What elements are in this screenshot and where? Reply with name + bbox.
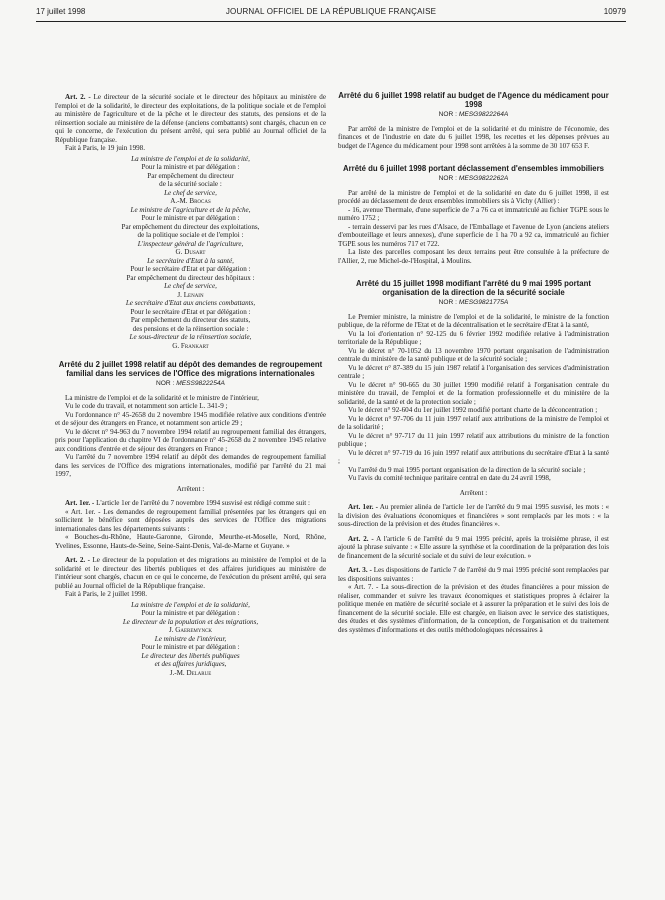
nor-code: MESS9822254A xyxy=(176,380,225,387)
decree-title-budget: Arrêté du 6 juillet 1998 relatif au budget de l'Agence du médicament pour 1998 xyxy=(338,91,609,109)
signatory-name: J.-M. Delarue xyxy=(169,668,212,677)
signature-line: et des affaires juridiques, xyxy=(154,660,227,668)
paragraph xyxy=(55,556,326,590)
signature-line: des pensions et de la réinsertion sociale : xyxy=(132,324,249,333)
paragraph: Par arrêté de la ministre de l'emploi et de la solidarité en date du 6 juillet 1998, il est procédé au déclassement de deux ensembles immobiliers sis à Vichy (Allier) : xyxy=(338,188,609,205)
paragraph: La liste des parcelles composant les deux terrains peut être consultée à la préfecture de l'Allier, 2, rue Michel-de-l'Hospital, à Moulins. xyxy=(338,248,609,265)
nor-label: NOR : xyxy=(438,175,457,182)
signature-line: Le chef de service, xyxy=(164,188,217,197)
paragraph-text: Le Premier ministre, la ministre de l'emploi et de la solidarité, le ministre de la fonction publique, de la réforme de l'Etat et de la décentralisation et le secrétaire d'Etat à la santé, xyxy=(338,312,609,329)
signature-line: Le secrétaire d'Etat à la santé, xyxy=(147,256,234,265)
paragraph xyxy=(338,330,609,347)
paragraph xyxy=(338,381,609,407)
left-column xyxy=(55,87,326,867)
paragraph-text: Vu l'arrêté du 7 novembre 1994 relatif au dépôt des demandes de regroupement familial dans les services de l'Office des migrations internationales, modifié par l'arrêté du 21 mai 1997, xyxy=(55,453,326,478)
signature-line: de la sécurité sociale : xyxy=(159,180,222,188)
signature-line: La ministre de l'emploi et de la solidarité, xyxy=(131,154,250,163)
signature-line: Pour la ministre et par délégation : xyxy=(141,163,240,171)
paragraph-text: Au premier alinéa de l'article 1er de l'arrêté du 9 mai 1995 susvisé, les mots : « la division des évaluations économiques et financières » sont remplacés par les mots : « la sous-direction de la prévision et des études financières ». xyxy=(338,503,609,528)
signature-line: Par empêchement du directeur xyxy=(147,171,234,180)
header-rule xyxy=(36,21,626,22)
paragraph xyxy=(55,144,326,153)
paragraph xyxy=(55,453,326,479)
paragraph xyxy=(55,402,326,411)
signature-line: Pour le secrétaire d'Etat et par délégation : xyxy=(130,265,251,273)
nor-code: MESG9821775A xyxy=(458,299,509,306)
paragraph xyxy=(55,394,326,403)
signature-line: de la politique sociale et de l'emploi : xyxy=(137,231,244,239)
nor-code: MESG9822262A xyxy=(458,175,509,182)
paragraph xyxy=(338,466,609,475)
article-number: Art. 2. - xyxy=(65,93,91,101)
header-journal-title: JOURNAL OFFICIEL DE LA RÉPUBLIQUE FRANÇAISE xyxy=(225,7,437,16)
signature-line: Pour le ministre et par délégation : xyxy=(141,643,240,651)
decree-nor-declassement xyxy=(338,175,609,184)
paragraph-text: Vu le décret n° 87-389 du 15 juin 1987 relatif à l'organisation des services d'administration centrale ; xyxy=(338,363,609,380)
decree-title-2-juillet: Arrêté du 2 juillet 1998 relatif au dépôt des demandes de regroupement familial dans les services de l'Office des migrations internationales xyxy=(58,360,323,378)
paragraph xyxy=(55,93,326,144)
article-number: Art. 2. - xyxy=(348,534,374,543)
signature-line: La ministre de l'emploi et de la solidarité, xyxy=(131,600,250,609)
signature-line: Par empêchement du directeur des hôpitaux : xyxy=(126,273,255,282)
paragraph-text: Le directeur de la sécurité sociale et le directeur des hôpitaux au ministère de l'emploi et de la solidarité, le directeur des exploitations, de la politique sociale et de l'emploi au ministère de l'agriculture et de la pêche et le directeur des statuts, des pensions et de la réinsertion sociale au ministère de la défense (anciens combattants) sont chargés, chacun en ce qui le concerne, de l'exécution du présent arrêté, qui sera publié au Journal officiel de la République française. xyxy=(55,93,326,144)
signatory-name: G. Frankart xyxy=(172,341,209,350)
article-number: Art. 3. - xyxy=(348,566,372,574)
paragraph-text: Fait à Paris, le 19 juin 1998. xyxy=(65,144,145,152)
paragraph xyxy=(55,485,326,494)
paragraph-text: Arrêtent : xyxy=(176,484,205,493)
paragraph-text: Les dispositions de l'article 7 de l'arrêté du 9 mai 1995 précité sont remplacées par les dispositions suivantes : xyxy=(338,566,609,583)
paragraph-text: Vu le décret n° 70-1052 du 13 novembre 1970 portant organisation de l'administration centrale du ministère de la santé publique et de la sécurité sociale ; xyxy=(338,346,609,363)
header-date: 17 juillet 1998 xyxy=(36,7,86,16)
signature-line: Le ministre de l'agriculture et de la pêche, xyxy=(130,205,251,214)
paragraph xyxy=(338,406,609,415)
paragraph-text: Vu le décret n° 92-604 du 1er juillet 1992 modifié portant charte de la déconcentration ; xyxy=(348,406,598,414)
signature-line: Pour la ministre et par délégation : xyxy=(141,609,240,617)
paragraph xyxy=(55,590,326,599)
paragraph-text: Le directeur de la population et des migrations au ministère de l'emploi et de la solidarité et le directeur des libertés publiques et des affaires juridiques au ministère de l'intérieur sont chargés, chacun en ce qui le concerne, de l'exécution du présent arrêté, qui sera publié au Journal officiel de la République française. xyxy=(55,556,326,590)
signature-line: Le secrétaire d'Etat aux anciens combattants, xyxy=(125,299,256,307)
paragraph xyxy=(338,432,609,449)
right-column xyxy=(338,87,609,895)
signature-line: Le directeur de la population et des migrations, xyxy=(122,617,259,626)
paragraph xyxy=(338,583,609,634)
paragraph-text: La ministre de l'emploi et de la solidarité et le ministre de l'intérieur, xyxy=(65,393,259,402)
paragraph xyxy=(55,499,326,508)
paragraph-text: Vu le décret n° 97-717 du 11 juin 1997 relatif aux attributions du ministre de la fonction publique ; xyxy=(338,431,609,448)
paragraph xyxy=(338,313,609,330)
decree-nor-budget xyxy=(338,111,609,120)
signatory-name: A.-M. Brocas xyxy=(170,197,211,205)
paragraph-text: Vu la loi d'orientation n° 92-125 du 6 février 1992 modifiée relative à l'administration territoriale de la République ; xyxy=(338,329,609,346)
nor-label: NOR : xyxy=(438,111,457,118)
paragraph xyxy=(55,411,326,428)
signatory-name: G. Dusart xyxy=(175,248,206,256)
paragraph-text: L'article 1er de l'arrêté du 7 novembre 1994 susvisé est rédigé comme suit : xyxy=(94,499,310,507)
decree-nor-securite-sociale xyxy=(338,299,609,308)
paragraph xyxy=(55,533,326,550)
signatory-name: J. Lenain xyxy=(177,290,204,299)
nor-label: NOR : xyxy=(438,299,457,306)
decree-title-declassement: Arrêté du 6 juillet 1998 portant déclassement d'ensembles immobiliers xyxy=(343,164,604,173)
signature-line: Par empêchement du directeur des statuts, xyxy=(130,316,251,324)
signature-line: Le ministre de l'intérieur, xyxy=(154,634,227,643)
paragraph xyxy=(338,364,609,381)
paragraph-text: Vu le décret n° 97-719 du 16 juin 1997 relatif aux attributions du secrétaire d'Etat à la santé ; xyxy=(338,448,609,465)
paragraph xyxy=(338,535,609,561)
paragraph-text: Vu l'avis du comité technique paritaire central en date du 24 avril 1998, xyxy=(348,474,551,482)
signature-line: L'inspecteur général de l'agriculture, xyxy=(137,239,244,248)
nor-label: NOR : xyxy=(156,380,175,387)
article-number: Art. 2. - xyxy=(65,556,90,564)
nor-code: MESG9822264A xyxy=(458,111,509,118)
header-page-number: 10979 xyxy=(603,7,626,16)
article-number: Art. 1er. - xyxy=(65,499,95,507)
paragraph: - 16, avenue Thermale, d'une superficie de 7 a 76 ca et immatriculé au fichier TGPE sous le numéro 1752 ; xyxy=(338,205,609,222)
signature-line: Pour le secrétaire d'Etat et par délégation : xyxy=(130,307,251,316)
page-header xyxy=(36,5,626,19)
paragraph-text: « Art. 1er. - Les demandes de regroupement familial présentées par les étrangers qui en sollicitent le bénéfice sont déposées auprès des services de l'Office des migrations internationales dans les départements suivants : xyxy=(55,507,326,533)
paragraph xyxy=(55,428,326,454)
paragraph xyxy=(55,508,326,534)
signature-line: Pour le ministre et par délégation : xyxy=(141,214,240,222)
decree-nor-2-juillet xyxy=(55,380,326,389)
decree-title-securite-sociale: Arrêté du 15 juillet 1998 modifiant l'arrêté du 9 mai 1995 portant organisation de la direction de la sécurité sociale xyxy=(356,279,591,297)
paragraph-text: Vu le décret n° 97-706 du 11 juin 1997 relatif aux attributions de la ministre de l'emploi et de la solidarité ; xyxy=(338,414,609,431)
paragraph xyxy=(338,489,609,498)
paragraph xyxy=(338,347,609,364)
paragraph-text: « Bouches-du-Rhône, Haute-Garonne, Gironde, Meurthe-et-Moselle, Nord, Rhône, Yvelines, Essonne, Hauts-de-Seine, Seine-Saint-Denis, Val-de-Marne et Guyane. » xyxy=(55,533,326,550)
paragraph xyxy=(338,503,609,529)
signature-line: Par empêchement du directeur des exploitations, xyxy=(121,222,260,231)
paragraph xyxy=(338,566,609,583)
paragraph-text: Vu le décret n° 90-665 du 30 juillet 1990 modifié relatif à l'organisation centrale du ministère du travail, de l'emploi et de la formation professionnelle et du ministère de la solidarité, de la santé et de la protection sociale ; xyxy=(338,380,609,406)
paragraph-text: Vu le décret n° 94-963 du 7 novembre 1994 relatif au regroupement familial des étrangers, pris pour l'application du chapitre VI de l'ordonnance n° 45-2658 du 2 novembre 1945 relative aux conditions d'entrée et de séjour des étrangers en France ; xyxy=(55,427,326,453)
paragraph: Par arrêté de la ministre de l'emploi et de la solidarité et du ministre de l'économie, des finances et de l'industrie en date du 6 juillet 1998, les recettes et les dépenses prévues au budget de l'Agence du médicament pour 1998 sont arrêtées à la somme de 30 107 653 F. xyxy=(338,124,609,150)
paragraph-text: Arrêtent : xyxy=(459,488,488,497)
paragraph-text: « Art. 7. - La sous-direction de la prévision et des études financières a pour mission de réaliser, commander et suivre les travaux économiques et statistiques propres à éclairer la politique menée en matière de sécurité sociale et à assurer la préparation et le suivi des lois de financement de la sécurité sociale. Elle est chargée, en liaison avec le service des statistiques, des études et des systèmes d'information, de la conception, de l'organisation et du traitement des systèmes d'informations et des outils méthodologiques nécessaires à xyxy=(338,583,609,634)
signature-line: Le sous-directeur de la réinsertion sociale, xyxy=(129,333,252,341)
paragraph-text: Vu l'ordonnance n° 45-2658 du 2 novembre 1945 modifiée relative aux conditions d'entrée et de séjour des étrangers en France, et notamment son article 29 ; xyxy=(55,410,326,427)
paragraph-text: A l'article 6 de l'arrêté du 9 mai 1995 précité, après la troisième phrase, il est ajouté la phrase suivante : « Elle assure la synthèse et la coordination de la préparation des lois de financement de la sécurité sociale et du suivi de leur exécution. » xyxy=(338,534,609,560)
paragraph-text: Vu l'arrêté du 9 mai 1995 portant organisation de la direction de la sécurité sociale ; xyxy=(348,465,586,474)
signature-line: Le directeur des libertés publiques xyxy=(141,651,240,660)
paragraph-text: Fait à Paris, le 2 juillet 1998. xyxy=(65,590,147,598)
paragraph xyxy=(338,449,609,466)
paragraph: - terrain desservi par les rues d'Alsace, de l'Emballage et l'avenue de Lyon (anciens ateliers d'embouteillage et leurs annexes), d'une superficie de 1 ha 70 a 92 ca, immatriculé au fichier TGPE sous les numéros 717 et 722. xyxy=(338,222,609,248)
signature-line: Le chef de service, xyxy=(164,282,217,290)
paragraph xyxy=(338,415,609,432)
paragraph xyxy=(338,474,609,483)
signatory-name: J. Gaeremynck xyxy=(168,626,213,634)
paragraph-text: Vu le code du travail, et notamment son article L. 341-9 ; xyxy=(65,402,228,410)
article-number: Art. 1er. - xyxy=(348,503,378,511)
